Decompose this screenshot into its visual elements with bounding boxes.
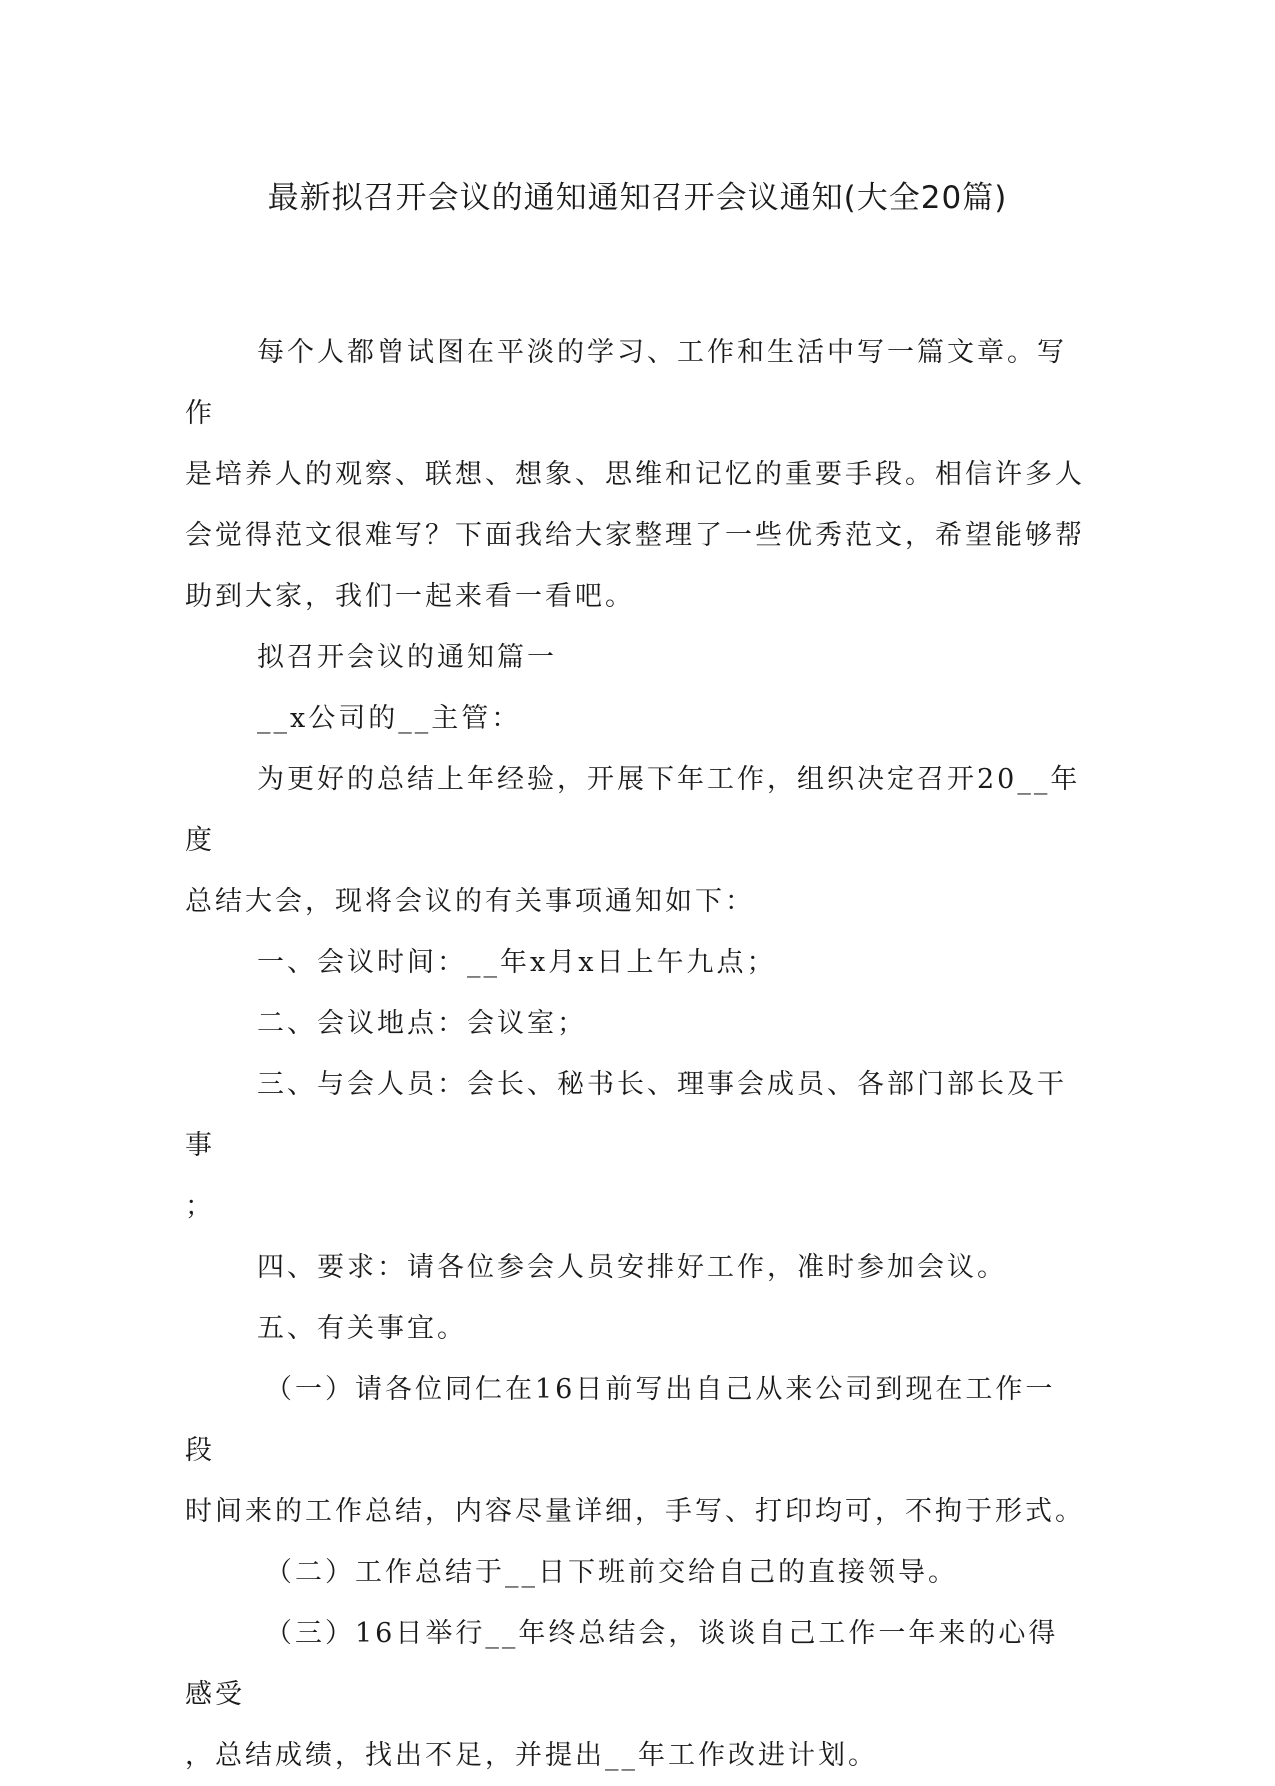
- sub-item: （三）16日举行__年终总结会，谈谈自己工作一年来的心得感受: [185, 1618, 1059, 1710]
- list-item: 一、会议时间：__年x月x日上午九点；: [257, 947, 777, 978]
- salutation: __x公司的__主管：: [257, 703, 522, 734]
- paragraph-line: ；: [185, 1191, 215, 1222]
- paragraph-line: 助到大家，我们一起来看一看吧。: [185, 581, 635, 612]
- list-item: 三、与会人员：会长、秘书长、理事会成员、各部门部长及干事: [185, 1069, 1067, 1161]
- paragraph-line: 总结大会，现将会议的有关事项通知如下：: [185, 886, 755, 917]
- paragraph-line: 是培养人的观察、联想、想象、思维和记忆的重要手段。相信许多人: [185, 459, 1085, 490]
- paragraph-line: ，总结成绩，找出不足，并提出__年工作改进计划。: [185, 1740, 878, 1771]
- paragraph-line: 会觉得范文很难写？下面我给大家整理了一些优秀范文，希望能够帮: [185, 520, 1085, 551]
- paragraph-line: 为更好的总结上年经验，开展下年工作，组织决定召开20__年度: [185, 764, 1081, 856]
- page-title: 最新拟召开会议的通知通知召开会议通知(大全20篇): [267, 180, 1008, 216]
- list-item: 五、有关事宜。: [257, 1313, 467, 1344]
- document-body: [185, 322, 1085, 1786]
- list-item: 二、会议地点：会议室；: [257, 1008, 587, 1039]
- section-heading: 拟召开会议的通知篇一: [257, 642, 557, 673]
- paragraph-line: 时间来的工作总结，内容尽量详细，手写、打印均可，不拘于形式。: [185, 1496, 1085, 1527]
- paragraph-line: 每个人都曾试图在平淡的学习、工作和生活中写一篇文章。写作: [185, 337, 1067, 429]
- list-item: 四、要求：请各位参会人员安排好工作，准时参加会议。: [257, 1252, 1007, 1283]
- sub-item: （一）请各位同仁在16日前写出自己从来公司到现在工作一段: [185, 1374, 1056, 1466]
- sub-item: （二）工作总结于__日下班前交给自己的直接领导。: [265, 1557, 958, 1588]
